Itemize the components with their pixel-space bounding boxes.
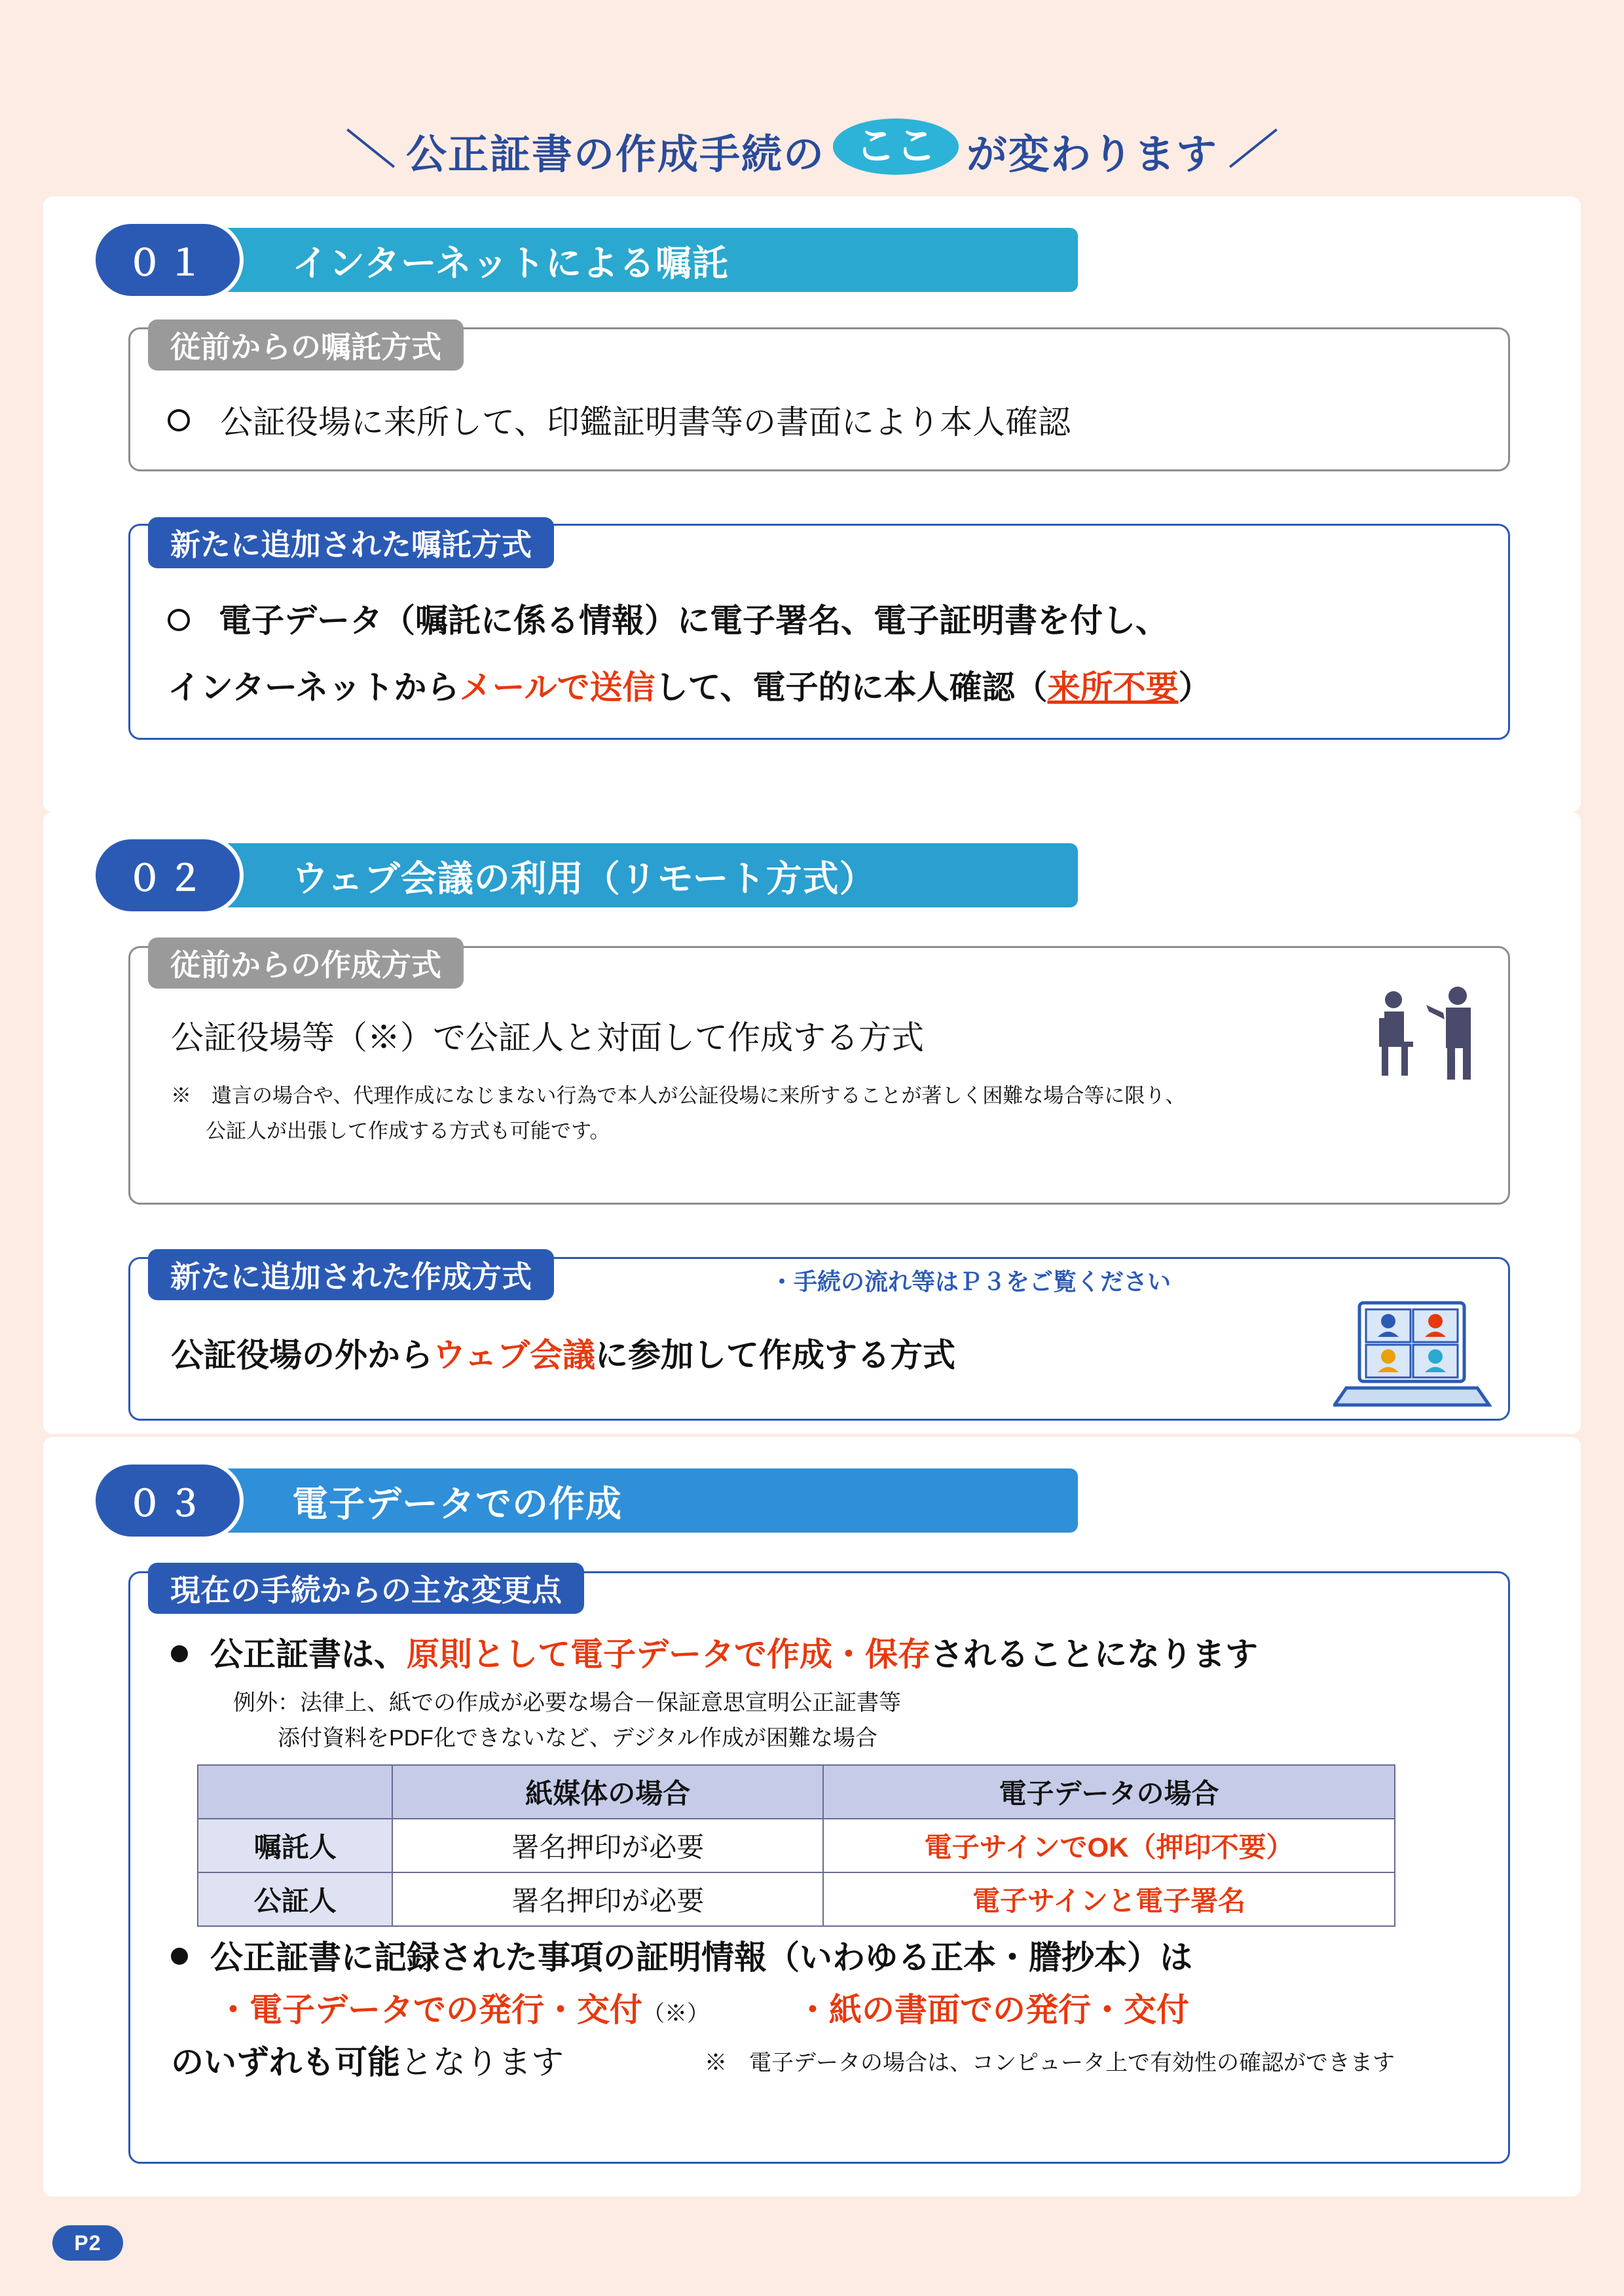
section-02-old-line: 公証役場等（※）で公証人と対面して作成する方式: [171, 1019, 924, 1056]
table-row: [198, 1819, 1395, 1872]
table-cell-paper-1: 署名押印が必要: [392, 1872, 823, 1926]
section-03-number: ０３: [96, 1465, 240, 1537]
section-03: [43, 1437, 1581, 2196]
section-03-exception-1: 例外：法律上、紙での作成が必要な場合－保証意思宣明公正証書等: [233, 1690, 901, 1715]
section-03-issue-options: [217, 1984, 1189, 2031]
slash-right-decoration: ／: [1227, 128, 1279, 173]
section-03-bullet-2-b: のいずれも可能: [171, 2044, 400, 2081]
section-02-old-note1: ※ 遺言の場合や、代理作成になじまない行為で本人が公証役場に来所することが著しく困難な場合等に限り、: [171, 1084, 1186, 1107]
in-person-meeting-illustration: [1366, 979, 1497, 1084]
page-header: [43, 111, 1581, 190]
section-03-bullet-2: 公正証書に記録された事項の証明情報（いわゆる正本・謄抄本）は: [210, 1939, 1192, 1976]
section-03-bullet-1-b: されることになります: [931, 1636, 1258, 1673]
section-01-new-line2-red2: 来所不要: [1047, 669, 1179, 706]
section-03-footnote: ※ 電子データの場合は、コンピュータ上で有効性の確認ができます: [705, 2050, 1395, 2075]
section-03-changes-tab: 現在の手続からの主な変更点: [148, 1563, 584, 1614]
section-02: [43, 812, 1581, 1434]
section-01-new-line2-c: ）: [1178, 669, 1211, 706]
table-row: [198, 1872, 1395, 1926]
section-01: [43, 196, 1581, 812]
header-prefix: 公正証書の作成手続の: [405, 132, 825, 177]
table-row-label-0: 嘱託人: [198, 1819, 392, 1872]
section-03-title-bar: [122, 1468, 1078, 1533]
section-03-option-paper: ・紙の書面での発行・交付: [796, 1992, 1189, 2028]
bullet-dot-icon-1: [171, 1645, 188, 1662]
section-03-exception-2: 添付資料をPDF化できないなど、デジタル作成が困難な場合: [278, 1726, 877, 1751]
section-01-new-line2-b: して、電子的に本人確認（: [655, 669, 1048, 706]
section-01-new-line2-a: インターネットから: [168, 669, 460, 706]
section-01-new-line2: [168, 661, 1211, 708]
section-02-new-line-b: に参加して作成する方式: [595, 1337, 955, 1374]
section-02-title: ウェブ会議の利用（リモート方式）: [292, 858, 876, 899]
section-03-option-digital: ・電子データでの発行・交付: [217, 1992, 642, 2028]
section-03-bullet-1-a: 公正証書は、: [210, 1636, 407, 1673]
bullet-dot-icon-2: [171, 1948, 188, 1965]
section-01-title: インターネットによる嘱託: [292, 242, 729, 283]
section-02-number: ０２: [96, 839, 240, 911]
section-03-bullet-1: [210, 1628, 1258, 1675]
section-01-title-bar: [122, 228, 1078, 292]
table-header-row: [198, 1765, 1395, 1819]
header-highlight-badge: ここ: [833, 118, 959, 174]
header-suffix: が変わります: [967, 132, 1219, 177]
section-03-bullet-1-red: 原則として電子データで作成・保存: [407, 1636, 931, 1673]
table-cell-digital-1: 電子サインと電子署名: [823, 1872, 1395, 1926]
web-meeting-laptop-illustration: [1333, 1296, 1497, 1421]
comparison-table: [197, 1764, 1395, 1927]
section-03-title: 電子データでの作成: [292, 1483, 623, 1524]
table-cell-digital-0: 電子サインでOK（押印不要）: [823, 1819, 1395, 1872]
spacer: [698, 1992, 796, 2028]
section-01-old-line: 公証役場に来所して、印鑑証明書等の書面により本人確認: [220, 404, 1071, 441]
section-01-number: ０１: [96, 224, 240, 296]
section-02-new-line-red: ウェブ会議: [433, 1337, 595, 1374]
page-content: [43, 39, 1581, 2259]
table-col-paper: 紙媒体の場合: [392, 1765, 823, 1819]
section-01-new-tab: 新たに追加された嘱託方式: [148, 517, 554, 568]
bullet-circle-icon: [168, 409, 190, 431]
section-02-new-tab: 新たに追加された作成方式: [148, 1249, 554, 1300]
section-03-bullet-2-tail: [171, 2036, 564, 2083]
table-cell-paper-0: 署名押印が必要: [392, 1819, 823, 1872]
bullet-circle-icon-2: [168, 609, 190, 631]
section-01-old-tab: 従前からの嘱託方式: [148, 319, 464, 371]
table-row-label-1: 公証人: [198, 1872, 392, 1926]
section-01-new-line1: 電子データ（嘱託に係る情報）に電子署名、電子証明書を付し、: [219, 602, 1168, 639]
section-03-option-note: （※）: [642, 2001, 698, 2026]
section-02-new-line-a: 公証役場の外から: [171, 1337, 433, 1374]
page-number-badge: P2: [52, 2225, 123, 2261]
section-02-old-tab: 従前からの作成方式: [148, 938, 464, 989]
section-02-old-note2: 公証人が出張して作成する方式も可能です。: [206, 1120, 610, 1142]
section-02-new-line: [171, 1329, 955, 1376]
table-col-blank: [198, 1765, 392, 1819]
section-03-bullet-2-c: となります: [400, 2044, 564, 2081]
section-01-new-line2-red: メールで送信: [459, 669, 655, 706]
slash-left-decoration: ＼: [345, 128, 397, 173]
table-col-digital: 電子データの場合: [823, 1765, 1395, 1819]
section-02-new-side-note: ・手続の流れ等はＰ３をご覧ください: [770, 1268, 1172, 1295]
section-02-title-bar: [122, 843, 1078, 907]
